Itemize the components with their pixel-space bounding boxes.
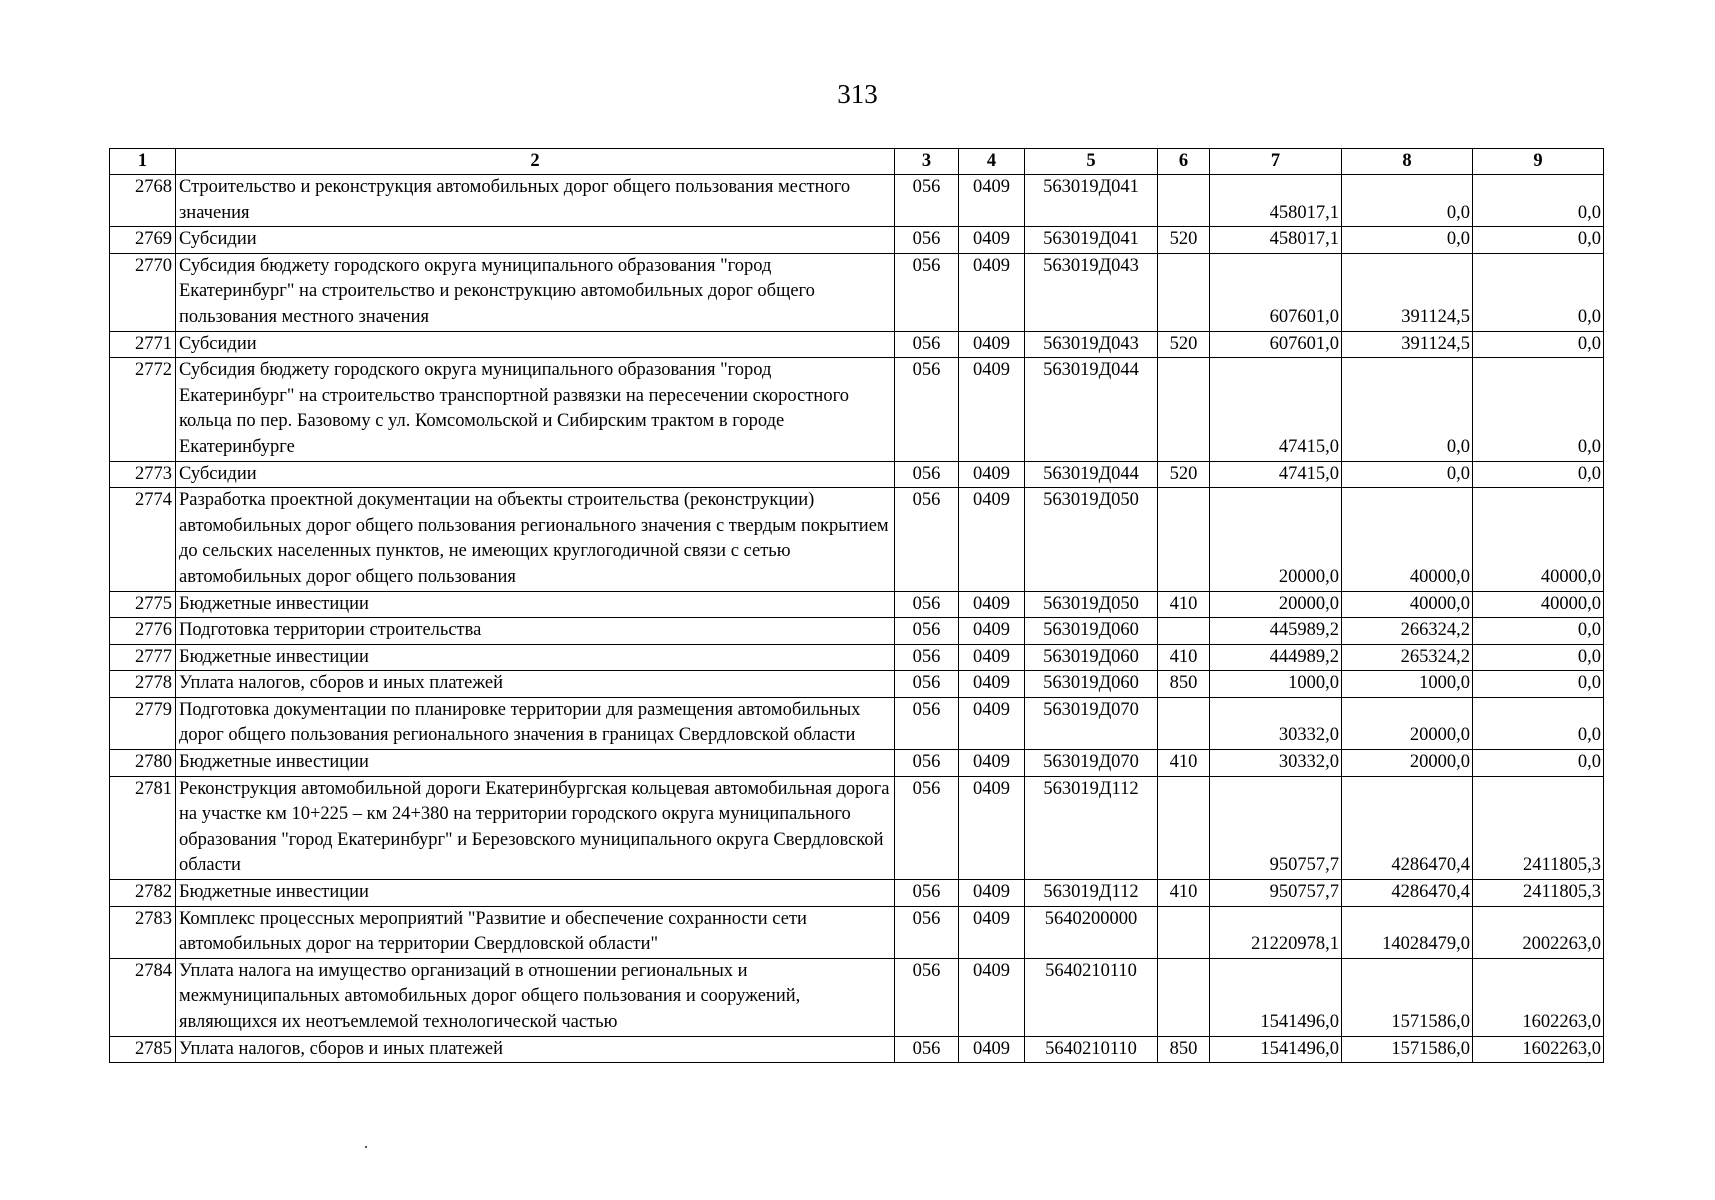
section-code-cell: 0409 — [959, 776, 1025, 879]
ministry-code-cell: 056 — [895, 776, 959, 879]
amount-col8-cell: 4286470,4 — [1342, 776, 1473, 879]
table-row — [110, 461, 1604, 488]
target-code-cell: 563019Д070 — [1025, 750, 1158, 777]
row-number-cell: 2781 — [110, 776, 176, 879]
table-row — [110, 1036, 1604, 1063]
section-code-cell: 0409 — [959, 906, 1025, 958]
amount-col8-cell: 1000,0 — [1342, 671, 1473, 698]
section-code-cell: 0409 — [959, 253, 1025, 331]
table-row — [110, 750, 1604, 777]
item-name-cell: Субсидии — [176, 461, 895, 488]
item-name-cell: Уплата налога на имущество организаций в отношении региональных и межмуниципальных автомобильных дорог общего пользования и сооружений, являющихся их неотъемлемой технологической частью — [176, 958, 895, 1036]
row-number-cell: 2775 — [110, 591, 176, 618]
amount-col7-cell: 1541496,0 — [1210, 1036, 1342, 1063]
amount-col8-cell: 0,0 — [1342, 227, 1473, 254]
amount-col7-cell: 950757,7 — [1210, 880, 1342, 907]
ministry-code-cell: 056 — [895, 253, 959, 331]
ministry-code-cell: 056 — [895, 591, 959, 618]
scan-speck — [365, 1146, 367, 1148]
section-code-cell: 0409 — [959, 644, 1025, 671]
target-code-cell: 563019Д060 — [1025, 644, 1158, 671]
expense-type-cell — [1158, 175, 1210, 227]
amount-col9-cell: 0,0 — [1473, 175, 1604, 227]
column-header: 2 — [176, 149, 895, 175]
ministry-code-cell: 056 — [895, 906, 959, 958]
amount-col9-cell: 2411805,3 — [1473, 776, 1604, 879]
amount-col9-cell: 40000,0 — [1473, 488, 1604, 591]
expense-type-cell — [1158, 776, 1210, 879]
ministry-code-cell: 056 — [895, 644, 959, 671]
section-code-cell: 0409 — [959, 958, 1025, 1036]
amount-col7-cell: 30332,0 — [1210, 750, 1342, 777]
row-number-cell: 2785 — [110, 1036, 176, 1063]
expense-type-cell: 410 — [1158, 880, 1210, 907]
expense-type-cell: 520 — [1158, 461, 1210, 488]
section-code-cell: 0409 — [959, 750, 1025, 777]
section-code-cell: 0409 — [959, 618, 1025, 645]
header-row — [110, 149, 1604, 175]
amount-col8-cell: 0,0 — [1342, 358, 1473, 461]
section-code-cell: 0409 — [959, 331, 1025, 358]
row-number-cell: 2777 — [110, 644, 176, 671]
amount-col9-cell: 40000,0 — [1473, 591, 1604, 618]
target-code-cell: 563019Д112 — [1025, 880, 1158, 907]
table-row — [110, 331, 1604, 358]
ministry-code-cell: 056 — [895, 175, 959, 227]
item-name-cell: Субсидия бюджету городского округа муниципального образования "город Екатеринбург" на строительство транспортной развязки на пересечении скоростного кольца по пер. Базовому с ул. Комсомольской и Сибирским трактом в городе Екатеринбурге — [176, 358, 895, 461]
ministry-code-cell: 056 — [895, 750, 959, 777]
amount-col9-cell: 0,0 — [1473, 358, 1604, 461]
amount-col9-cell: 1602263,0 — [1473, 958, 1604, 1036]
target-code-cell: 563019Д043 — [1025, 331, 1158, 358]
target-code-cell: 5640210110 — [1025, 1036, 1158, 1063]
column-header: 9 — [1473, 149, 1604, 175]
section-code-cell: 0409 — [959, 1036, 1025, 1063]
item-name-cell: Бюджетные инвестиции — [176, 644, 895, 671]
column-header: 1 — [110, 149, 176, 175]
target-code-cell: 5640210110 — [1025, 958, 1158, 1036]
row-number-cell: 2769 — [110, 227, 176, 254]
expense-type-cell: 520 — [1158, 331, 1210, 358]
amount-col7-cell: 607601,0 — [1210, 253, 1342, 331]
column-header: 8 — [1342, 149, 1473, 175]
amount-col7-cell: 1000,0 — [1210, 671, 1342, 698]
amount-col9-cell: 0,0 — [1473, 618, 1604, 645]
amount-col8-cell: 40000,0 — [1342, 591, 1473, 618]
ministry-code-cell: 056 — [895, 358, 959, 461]
item-name-cell: Комплекс процессных мероприятий "Развитие и обеспечение сохранности сети автомобильных дорог на территории Свердловской области" — [176, 906, 895, 958]
item-name-cell: Строительство и реконструкция автомобильных дорог общего пользования местного значения — [176, 175, 895, 227]
amount-col7-cell: 1541496,0 — [1210, 958, 1342, 1036]
row-number-cell: 2780 — [110, 750, 176, 777]
item-name-cell: Субсидии — [176, 331, 895, 358]
row-number-cell: 2774 — [110, 488, 176, 591]
section-code-cell: 0409 — [959, 227, 1025, 254]
amount-col9-cell: 0,0 — [1473, 461, 1604, 488]
target-code-cell: 5640200000 — [1025, 906, 1158, 958]
item-name-cell: Субсидия бюджету городского округа муниципального образования "город Екатеринбург" на строительство и реконструкцию автомобильных дорог общего пользования местного значения — [176, 253, 895, 331]
amount-col7-cell: 444989,2 — [1210, 644, 1342, 671]
table-row — [110, 697, 1604, 749]
item-name-cell: Подготовка территории строительства — [176, 618, 895, 645]
target-code-cell: 563019Д043 — [1025, 253, 1158, 331]
amount-col9-cell: 0,0 — [1473, 331, 1604, 358]
amount-col8-cell: 4286470,4 — [1342, 880, 1473, 907]
table-row — [110, 958, 1604, 1036]
row-number-cell: 2768 — [110, 175, 176, 227]
expense-type-cell — [1158, 697, 1210, 749]
table-body — [110, 175, 1604, 1063]
amount-col8-cell: 391124,5 — [1342, 331, 1473, 358]
ministry-code-cell: 056 — [895, 671, 959, 698]
expense-type-cell — [1158, 488, 1210, 591]
target-code-cell: 563019Д060 — [1025, 618, 1158, 645]
item-name-cell: Бюджетные инвестиции — [176, 591, 895, 618]
table-row — [110, 227, 1604, 254]
row-number-cell: 2782 — [110, 880, 176, 907]
expense-type-cell: 850 — [1158, 671, 1210, 698]
column-header: 5 — [1025, 149, 1158, 175]
row-number-cell: 2784 — [110, 958, 176, 1036]
target-code-cell: 563019Д070 — [1025, 697, 1158, 749]
expense-type-cell — [1158, 906, 1210, 958]
table-row — [110, 776, 1604, 879]
amount-col7-cell: 21220978,1 — [1210, 906, 1342, 958]
column-header: 3 — [895, 149, 959, 175]
expense-type-cell — [1158, 358, 1210, 461]
ministry-code-cell: 056 — [895, 958, 959, 1036]
amount-col7-cell: 458017,1 — [1210, 227, 1342, 254]
amount-col7-cell: 47415,0 — [1210, 461, 1342, 488]
amount-col7-cell: 950757,7 — [1210, 776, 1342, 879]
budget-table — [109, 148, 1604, 1063]
table-row — [110, 488, 1604, 591]
table-row — [110, 253, 1604, 331]
target-code-cell: 563019Д044 — [1025, 358, 1158, 461]
ministry-code-cell: 056 — [895, 227, 959, 254]
amount-col7-cell: 458017,1 — [1210, 175, 1342, 227]
item-name-cell: Уплата налогов, сборов и иных платежей — [176, 1036, 895, 1063]
section-code-cell: 0409 — [959, 461, 1025, 488]
amount-col7-cell: 20000,0 — [1210, 591, 1342, 618]
column-header: 4 — [959, 149, 1025, 175]
expense-type-cell: 850 — [1158, 1036, 1210, 1063]
amount-col7-cell: 47415,0 — [1210, 358, 1342, 461]
table-row — [110, 906, 1604, 958]
amount-col8-cell: 1571586,0 — [1342, 958, 1473, 1036]
amount-col9-cell: 1602263,0 — [1473, 1036, 1604, 1063]
target-code-cell: 563019Д041 — [1025, 175, 1158, 227]
table-row — [110, 358, 1604, 461]
expense-type-cell — [1158, 618, 1210, 645]
amount-col7-cell: 20000,0 — [1210, 488, 1342, 591]
section-code-cell: 0409 — [959, 488, 1025, 591]
amount-col8-cell: 20000,0 — [1342, 750, 1473, 777]
item-name-cell: Разработка проектной документации на объекты строительства (реконструкции) автомобильных дорог общего пользования регионального значения с твердым покрытием до сельских населенных пунктов, не имеющих круглогодичной связи с сетью автомобильных дорог общего пользования — [176, 488, 895, 591]
item-name-cell: Реконструкция автомобильной дороги Екатеринбургская кольцевая автомобильная дорога на участке км 10+225 – км 24+380 на территории городского округа муниципального образования "город Екатеринбург" и Березовского муниципального округа Свердловской области — [176, 776, 895, 879]
row-number-cell: 2770 — [110, 253, 176, 331]
amount-col8-cell: 0,0 — [1342, 461, 1473, 488]
amount-col9-cell: 0,0 — [1473, 253, 1604, 331]
amount-col7-cell: 445989,2 — [1210, 618, 1342, 645]
amount-col8-cell: 14028479,0 — [1342, 906, 1473, 958]
item-name-cell: Бюджетные инвестиции — [176, 750, 895, 777]
section-code-cell: 0409 — [959, 671, 1025, 698]
expense-type-cell: 410 — [1158, 750, 1210, 777]
section-code-cell: 0409 — [959, 880, 1025, 907]
table-row — [110, 880, 1604, 907]
amount-col9-cell: 0,0 — [1473, 644, 1604, 671]
item-name-cell: Подготовка документации по планировке территории для размещения автомобильных дорог общего пользования регионального значения в границах Свердловской области — [176, 697, 895, 749]
row-number-cell: 2779 — [110, 697, 176, 749]
section-code-cell: 0409 — [959, 358, 1025, 461]
ministry-code-cell: 056 — [895, 461, 959, 488]
page-number: 313 — [837, 79, 878, 109]
amount-col8-cell: 265324,2 — [1342, 644, 1473, 671]
amount-col9-cell: 0,0 — [1473, 697, 1604, 749]
ministry-code-cell: 056 — [895, 697, 959, 749]
amount-col9-cell: 0,0 — [1473, 750, 1604, 777]
section-code-cell: 0409 — [959, 697, 1025, 749]
amount-col8-cell: 391124,5 — [1342, 253, 1473, 331]
target-code-cell: 563019Д050 — [1025, 488, 1158, 591]
target-code-cell: 563019Д112 — [1025, 776, 1158, 879]
table-row — [110, 175, 1604, 227]
amount-col7-cell: 30332,0 — [1210, 697, 1342, 749]
target-code-cell: 563019Д060 — [1025, 671, 1158, 698]
row-number-cell: 2772 — [110, 358, 176, 461]
ministry-code-cell: 056 — [895, 488, 959, 591]
amount-col9-cell: 2411805,3 — [1473, 880, 1604, 907]
expense-type-cell — [1158, 958, 1210, 1036]
section-code-cell: 0409 — [959, 591, 1025, 618]
amount-col8-cell: 0,0 — [1342, 175, 1473, 227]
amount-col8-cell: 20000,0 — [1342, 697, 1473, 749]
row-number-cell: 2773 — [110, 461, 176, 488]
section-code-cell: 0409 — [959, 175, 1025, 227]
ministry-code-cell: 056 — [895, 1036, 959, 1063]
row-number-cell: 2783 — [110, 906, 176, 958]
ministry-code-cell: 056 — [895, 331, 959, 358]
ministry-code-cell: 056 — [895, 880, 959, 907]
row-number-cell: 2776 — [110, 618, 176, 645]
amount-col9-cell: 0,0 — [1473, 227, 1604, 254]
expense-type-cell: 520 — [1158, 227, 1210, 254]
expense-type-cell: 410 — [1158, 591, 1210, 618]
column-header: 7 — [1210, 149, 1342, 175]
amount-col8-cell: 40000,0 — [1342, 488, 1473, 591]
table-row — [110, 671, 1604, 698]
target-code-cell: 563019Д041 — [1025, 227, 1158, 254]
item-name-cell: Субсидии — [176, 227, 895, 254]
amount-col7-cell: 607601,0 — [1210, 331, 1342, 358]
table-row — [110, 644, 1604, 671]
table-row — [110, 591, 1604, 618]
ministry-code-cell: 056 — [895, 618, 959, 645]
amount-col8-cell: 266324,2 — [1342, 618, 1473, 645]
target-code-cell: 563019Д044 — [1025, 461, 1158, 488]
column-header: 6 — [1158, 149, 1210, 175]
row-number-cell: 2771 — [110, 331, 176, 358]
item-name-cell: Уплата налогов, сборов и иных платежей — [176, 671, 895, 698]
item-name-cell: Бюджетные инвестиции — [176, 880, 895, 907]
amount-col9-cell: 0,0 — [1473, 671, 1604, 698]
target-code-cell: 563019Д050 — [1025, 591, 1158, 618]
row-number-cell: 2778 — [110, 671, 176, 698]
expense-type-cell: 410 — [1158, 644, 1210, 671]
expense-type-cell — [1158, 253, 1210, 331]
table-row — [110, 618, 1604, 645]
amount-col9-cell: 2002263,0 — [1473, 906, 1604, 958]
amount-col8-cell: 1571586,0 — [1342, 1036, 1473, 1063]
